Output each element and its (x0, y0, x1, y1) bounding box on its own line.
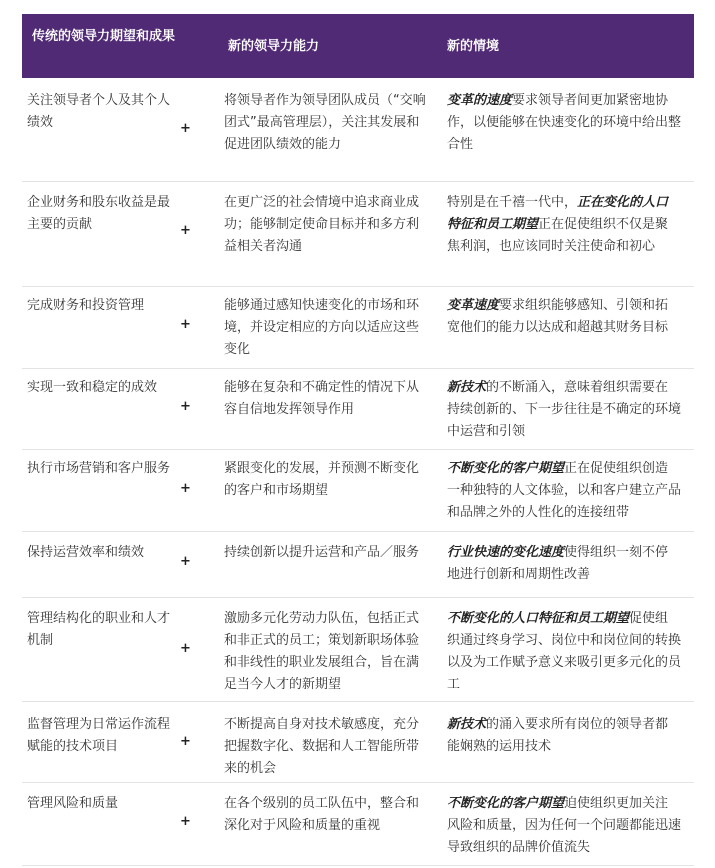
context-emphasis: 不断变化的客户期望 (447, 796, 565, 811)
context-cell (447, 458, 681, 524)
traditional-cell: 管理结构化的职业和人才机制 (27, 611, 171, 648)
context-text: 要求组织能够感知、引领和拓宽他们的能力以达成和超越其财务目标 (447, 298, 669, 335)
context-cell (447, 793, 681, 859)
table-header (22, 14, 694, 78)
context-emphasis: 行业快速的变化速度 (447, 545, 565, 560)
capability-cell: 不断提高自身对技术敏感度，充分把握数字化、数据和人工智能所带来的机会 (224, 717, 420, 776)
capability-cell: 在各个级别的员工队伍中，整合和深化对于风险和质量的重视 (224, 796, 420, 833)
plus-icon: + (180, 641, 191, 656)
traditional-cell: 管理风险和质量 (27, 796, 119, 811)
capability-cell: 能够在复杂和不确定性的情况下从容自信地发挥领导作用 (224, 380, 420, 417)
plus-icon: + (180, 554, 191, 569)
table-row (22, 598, 694, 702)
context-emphasis: 变革速度 (447, 298, 500, 313)
table-row (22, 182, 694, 287)
context-prefix: 特别是在千禧一代中， (447, 195, 578, 210)
header-context: 新的情境 (447, 39, 500, 54)
table-row (22, 532, 694, 598)
table-row (22, 702, 694, 783)
context-cell (447, 377, 681, 443)
context-text: 要求领导者间更加紧密地协作，以便能够在快速变化的环境中给出整合性 (447, 93, 682, 152)
context-text: 使得组织一刻不停地进行创新和周期性改善 (447, 545, 669, 582)
context-text: 的涌入要求所有岗位的领导者都能娴熟的运用技术 (447, 717, 669, 754)
traditional-cell: 企业财务和股东收益是最主要的贡献 (27, 195, 171, 232)
context-emphasis: 不断变化的人口特征和员工期望 (447, 611, 630, 626)
context-cell (447, 192, 681, 258)
traditional-cell: 监督管理为日常运作流程赋能的技术项目 (27, 717, 171, 754)
context-emphasis: 变革的速度 (447, 93, 513, 108)
leadership-table (22, 14, 694, 866)
context-emphasis: 新技术 (447, 717, 487, 732)
plus-icon: + (180, 223, 191, 238)
table-row (22, 287, 694, 369)
traditional-cell: 关注领导者个人及其个人绩效 (27, 93, 171, 130)
context-emphasis: 新技术 (447, 380, 487, 395)
plus-icon: + (180, 399, 191, 414)
table-row (22, 783, 694, 866)
context-cell (447, 295, 681, 339)
traditional-cell: 实现一致和稳定的成效 (27, 380, 158, 395)
traditional-cell: 保持运营效率和绩效 (27, 545, 145, 560)
table-row (22, 78, 694, 182)
traditional-cell: 执行市场营销和客户服务 (27, 461, 171, 476)
plus-icon: + (180, 734, 191, 749)
plus-icon: + (180, 481, 191, 496)
context-emphasis: 不断变化的客户期望 (447, 461, 565, 476)
capability-cell: 能够通过感知快速变化的市场和环境，并设定相应的方向以适应这些变化 (224, 298, 420, 357)
traditional-cell: 完成财务和投资管理 (27, 298, 145, 313)
plus-icon: + (180, 121, 191, 136)
context-cell (447, 90, 681, 156)
context-cell (447, 714, 681, 758)
capability-cell: 将领导者作为领导团队成员（“交响团式”最高管理层），关注其发展和促进团队绩效的能力 (224, 93, 426, 152)
plus-icon: + (180, 814, 191, 829)
context-text: 正在促使组织不仅是聚焦利润，也应该同时关注使命和初心 (447, 217, 669, 254)
context-cell (447, 608, 681, 696)
capability-cell: 紧跟变化的发展，并预测不断变化的客户和市场期望 (224, 461, 420, 498)
context-emphasis: 正在变化的人口特征和员工期望 (447, 195, 669, 232)
context-text: 的不断涌入，意味着组织需要在持续创新的、下一步往往是不确定的环境中运营和引领 (447, 380, 682, 439)
header-traditional: 传统的领导力期望和成果 (32, 29, 176, 44)
context-text: 正在促使组织创造一种独特的人文体验，以和客户建立产品和品牌之外的人性化的连接纽带 (447, 461, 682, 520)
table-row (22, 450, 694, 532)
context-text: 促使组织通过终身学习、岗位中和岗位间的转换以及为工作赋予意义来吸引更多元化的员工 (447, 611, 682, 692)
context-text: 迫使组织更加关注风险和质量，因为任何一个问题都能迅速导致组织的品牌价值流失 (447, 796, 682, 855)
context-cell (447, 542, 681, 586)
capability-cell: 激励多元化劳动力队伍，包括正式和非正式的员工；策划新职场体验和非线性的职业发展组合，旨在满足当今人才的新期望 (224, 611, 420, 692)
table-row (22, 369, 694, 450)
plus-icon: + (180, 317, 191, 332)
header-capability: 新的领导力能力 (228, 39, 320, 54)
capability-cell: 持续创新以提升运营和产品／服务 (224, 545, 420, 560)
capability-cell: 在更广泛的社会情境中追求商业成功；能够制定使命目标并和多方利益相关者沟通 (224, 195, 420, 254)
